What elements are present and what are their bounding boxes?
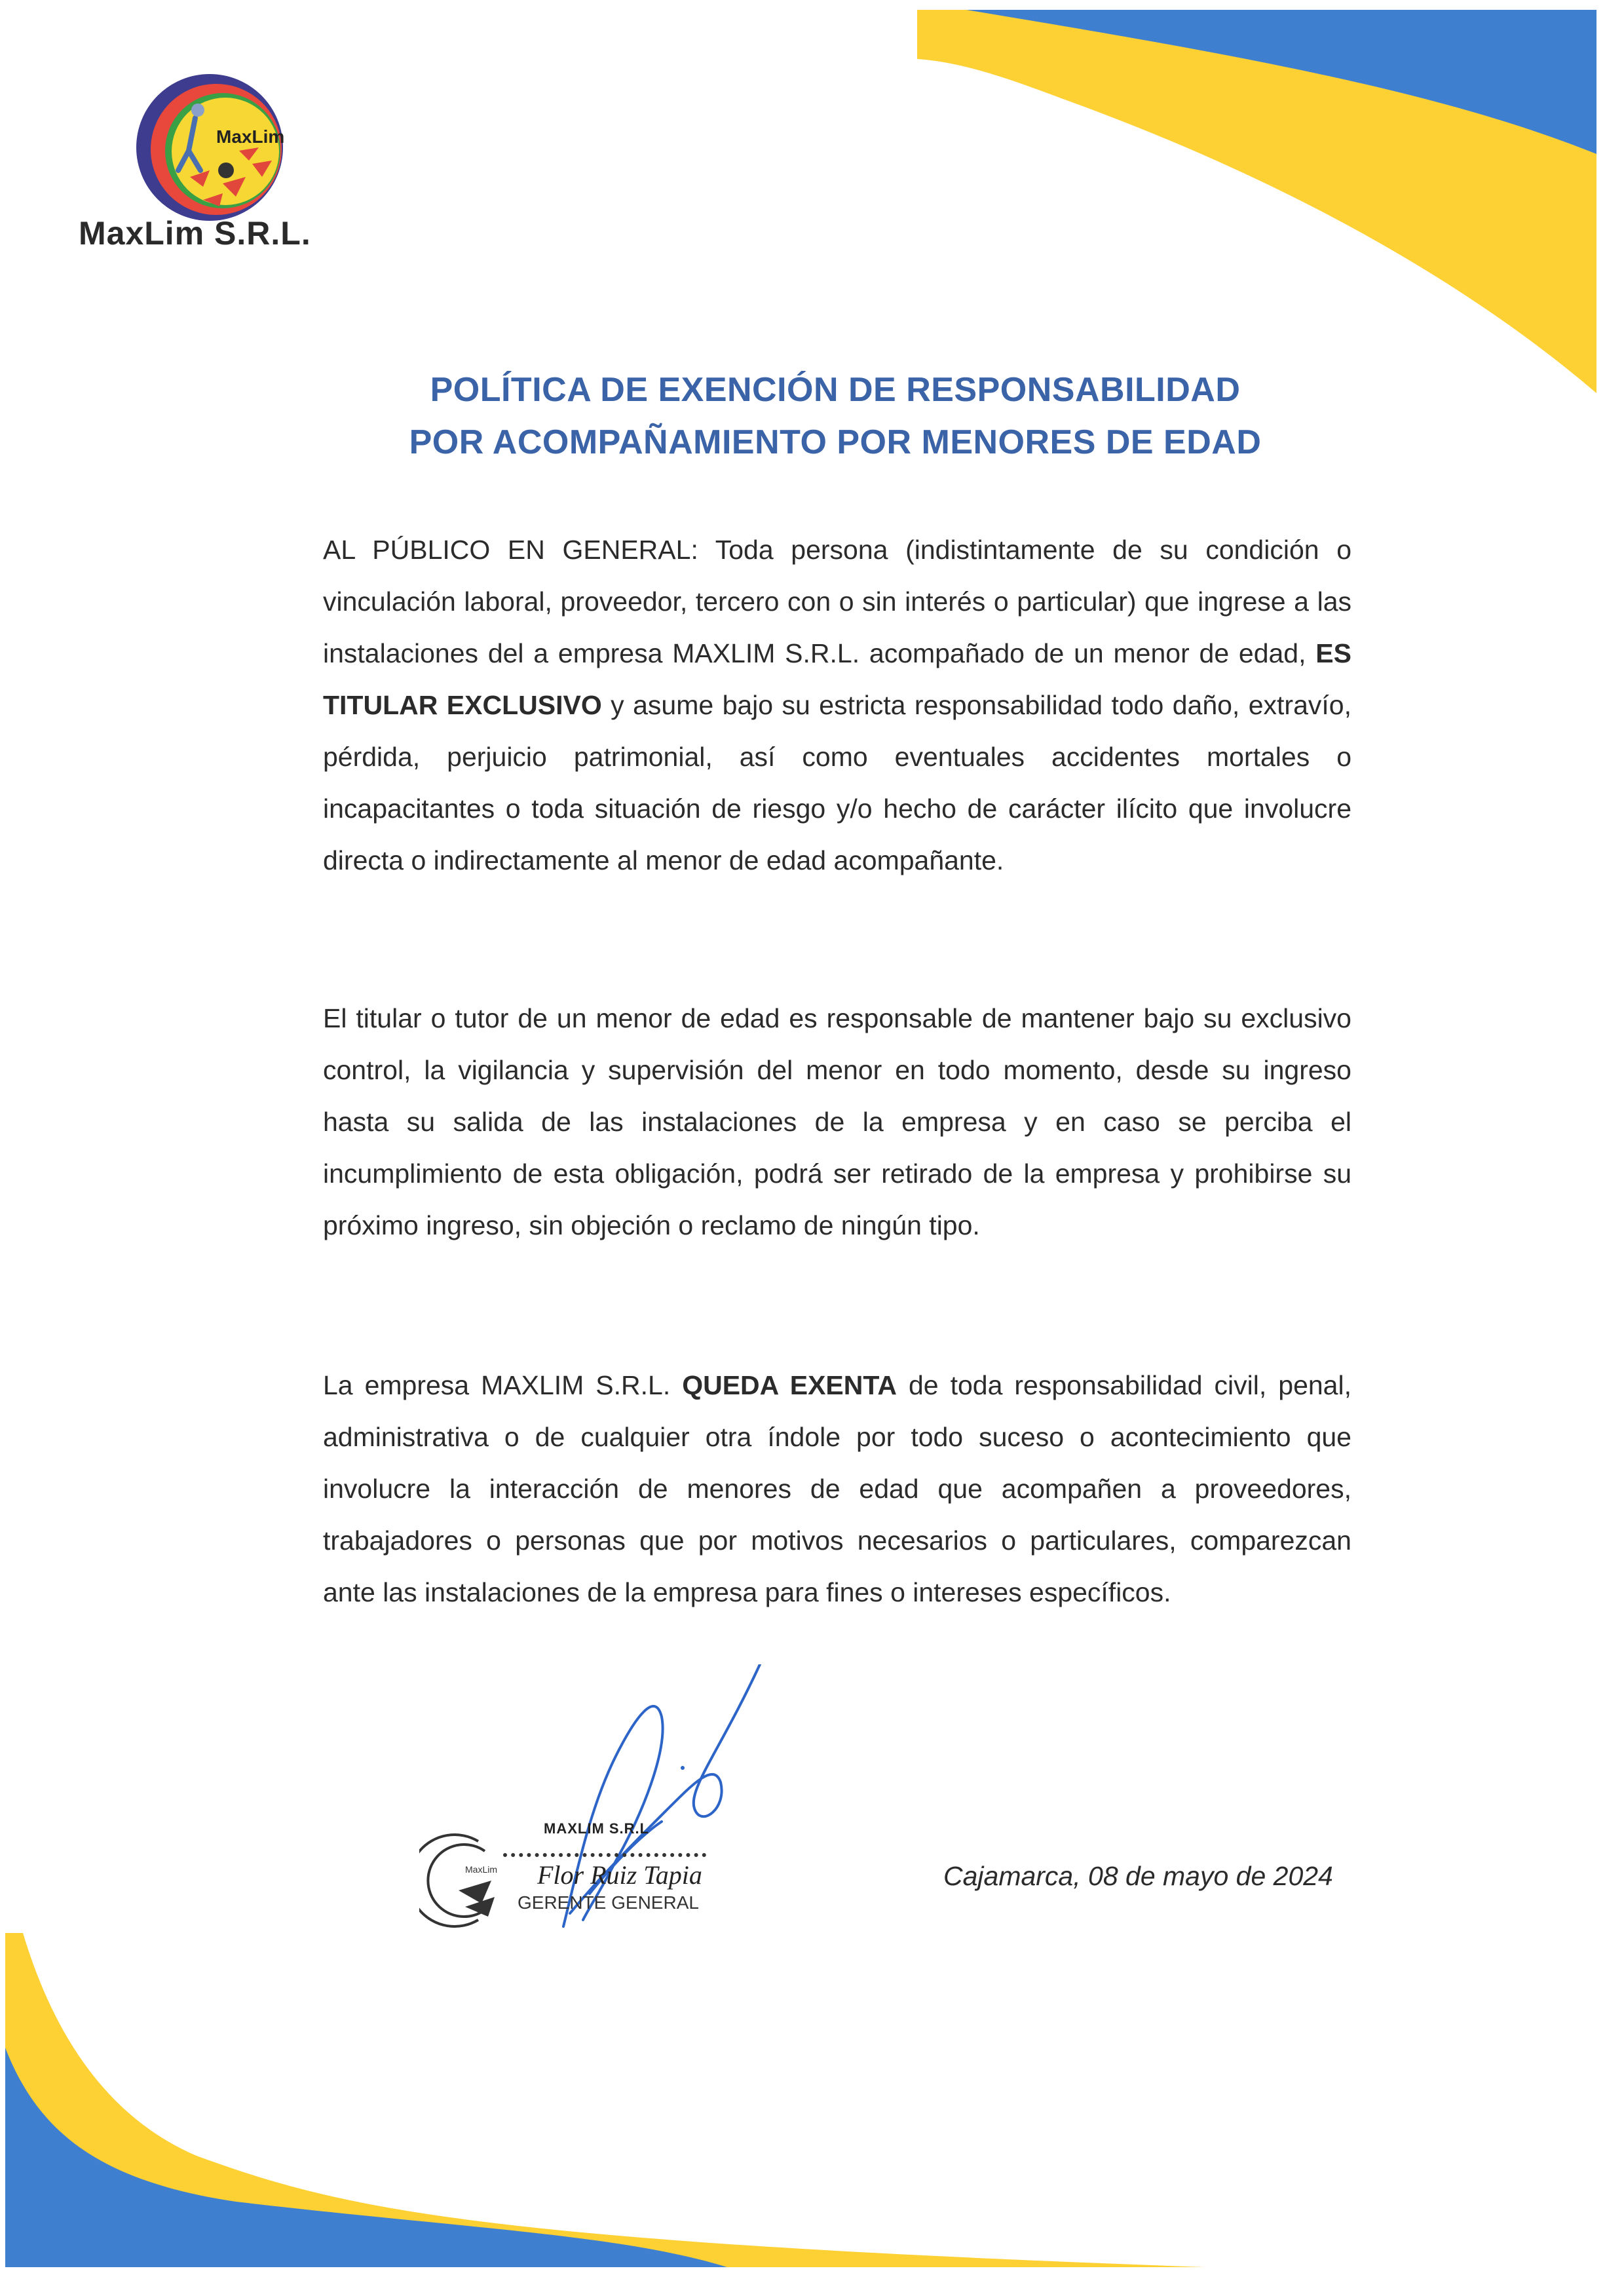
paragraph-3 [323, 1360, 1351, 1618]
stamp-seal-text: MaxLim [465, 1864, 498, 1875]
paragraph-3-bold: QUEDA EXENTA [682, 1370, 897, 1400]
document-title-line1: POLÍTICA DE EXENCIÓN DE RESPONSABILIDAD [430, 371, 1241, 409]
paragraph-2: El titular o tutor de un menor de edad es responsable de mantener bajo su exclusivo control, la vigilancia y supervisión del menor en todo momento, desde su ingreso hasta su salida de las instalaciones de la empresa y en caso se perciba el incumplimiento de esta obligación, podrá ser retirado de la empresa y prohibirse su próximo ingreso, sin objeción o reclamo de ningún tipo. [323, 1003, 1351, 1240]
logo-emblem-text: MaxLim [216, 126, 285, 147]
paragraph-1-bold: ES TITULAR EXCLUSIVO [323, 638, 1351, 720]
signer-name: Flor Ruiz Tapia [537, 1860, 702, 1890]
document-title-line2: POR ACOMPAÑAMIENTO POR MENORES DE EDAD [409, 423, 1262, 461]
signer-role: GERENTE GENERAL [518, 1892, 699, 1913]
company-logo [79, 62, 367, 259]
signature-line [503, 1853, 706, 1857]
paragraph-1 [323, 524, 1351, 887]
paragraph-3-text-b: de toda responsabilidad civil, penal, administrativa o de cualquier otra índole por todo suceso o acontecimiento que involucre la interacción de menores de edad que acompañen a proveedores, trabajadores o personas que por motivos necesarios o particulares, comparezcan ante las instalaciones de la empresa para fines o intereses específicos. [323, 1370, 1351, 1607]
paragraph-3-text-a: La empresa MAXLIM S.R.L. [323, 1370, 683, 1400]
place-and-date: Cajamarca, 08 de mayo de 2024 [943, 1861, 1333, 1891]
paragraph-1-text-b: y asume bajo su estricta responsabilidad todo daño, extravío, pérdida, perjuicio patrimonial, así como eventuales accidentes mortales o incapacitantes o toda situación de riesgo y/o hecho de carácter ilícito que involucre directa o indirectamente al menor de edad acompañante. [323, 690, 1351, 875]
company-name: MaxLim S.R.L. [79, 215, 311, 252]
stamp-seal-icon [419, 1835, 485, 1926]
logo-emblem-icon [131, 72, 288, 223]
stamp-company-name: MAXLIM S.R.L [544, 1820, 650, 1837]
paragraph-1-text-a: AL PÚBLICO EN GENERAL: Toda persona (indistintamente de su condición o vinculación laboral, proveedor, tercero con o sin interés o particular) que ingrese a las instalaciones del a empresa MAXLIM S.R.L. acompañado de un menor de edad, [323, 535, 1351, 668]
